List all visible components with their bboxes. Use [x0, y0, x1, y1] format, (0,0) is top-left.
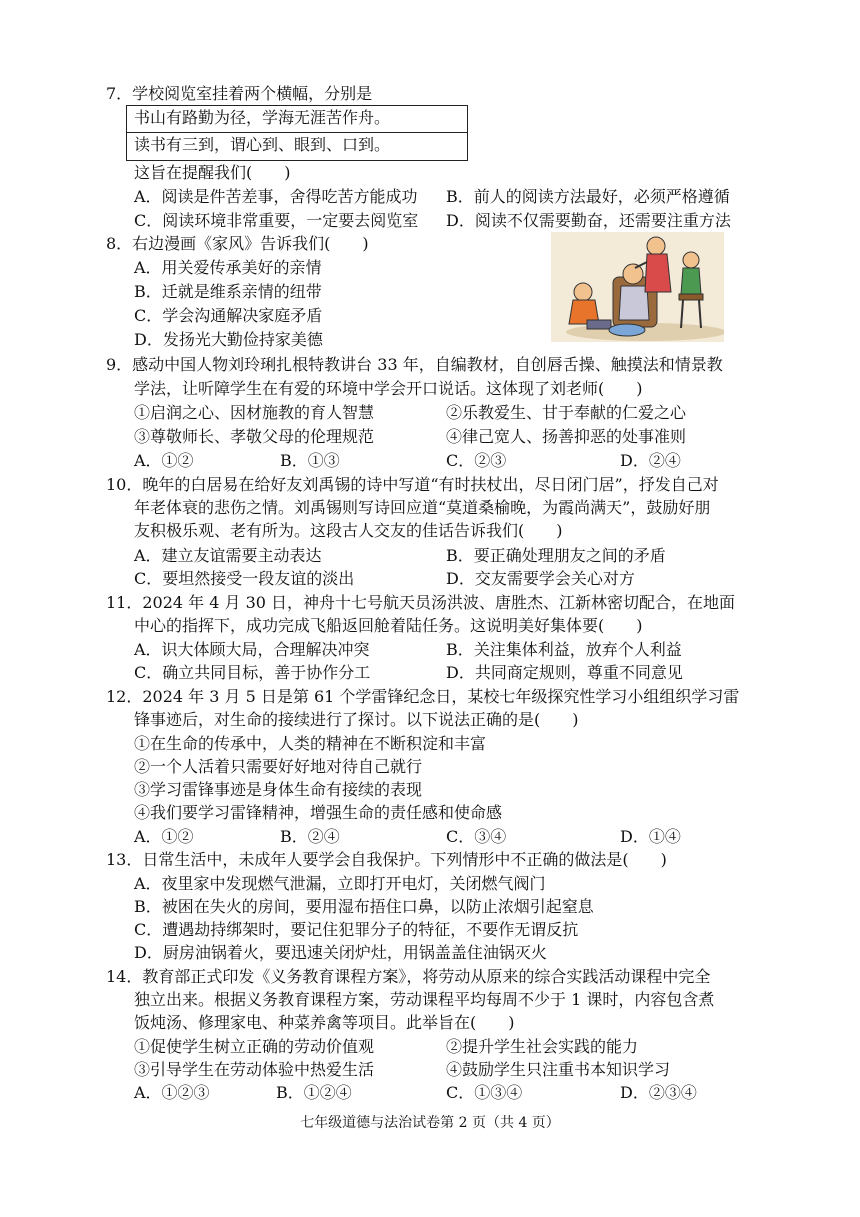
q14-option-c: C．①③④	[446, 1083, 523, 1102]
q8-option-b: B．迁就是维系亲情的纽带	[134, 282, 322, 301]
q14-option-d: D．②③④	[620, 1083, 697, 1102]
q9-option-b: B．①③	[280, 451, 340, 470]
q12-statement-2: ②一个人活着只需要好好地对待自己就行	[134, 757, 423, 776]
q14-line-3: 饭炖汤、修理家电、种菜养禽等项目。此举旨在( )	[134, 1013, 515, 1032]
q13-option-a: A．夜里家中发现燃气泄漏，立即打开电灯，关闭燃气阀门	[134, 874, 546, 893]
q10-option-c: C．要坦然接受一段友谊的淡出	[134, 569, 355, 588]
q11-option-a: A．识大体顾大局，合理解决冲突	[134, 640, 370, 659]
q8-option-d: D．发扬光大勤俭持家美德	[134, 330, 323, 349]
q9-line-1: 9．感动中国人物刘玲琍扎根特教讲台 33 年，自编教材，自创唇舌操、触摸法和情景教	[106, 355, 723, 374]
q12-statement-4: ④我们要学习雷锋精神，增强生命的责任感和使命感	[134, 803, 503, 822]
q12-option-a: A．①②	[134, 827, 194, 846]
q14-statement-4: ④鼓励学生只注重书本知识学习	[446, 1060, 671, 1079]
q8-option-a: A．用关爱传承美好的亲情	[134, 258, 322, 277]
q10-option-d: D．交友需要学会关心对方	[446, 569, 635, 588]
q9-statement-2: ②乐教爱生、甘于奉献的仁爱之心	[446, 403, 687, 422]
q13-option-b: B．被困在失火的房间，要用湿布捂住口鼻，以防止浓烟引起窒息	[134, 897, 594, 916]
q8-stem: 8．右边漫画《家风》告诉我们( )	[106, 234, 369, 253]
q10-option-b: B．要正确处理朋友之间的矛盾	[446, 546, 666, 565]
q11-option-d: D．共同商定规则，尊重不同意见	[446, 663, 683, 682]
family-cartoon-image	[551, 232, 724, 342]
q7-option-c: C．阅读环境非常重要，一定要去阅览室	[134, 211, 419, 230]
q10-line-1: 10．晚年的白居易在给好友刘禹锡的诗中写道“有时扶杖出，尽日闭门居”，抒发自己对	[106, 475, 719, 494]
q13-option-d: D．厨房油锅着火，要迅速关闭炉灶，用锅盖盖住油锅灭火	[134, 943, 547, 962]
q7-option-a: A．阅读是件苦差事，舍得吃苦方能成功	[134, 187, 418, 206]
q12-line-1: 12．2024 年 3 月 5 日是第 61 个学雷锋纪念日，某校七年级探究性学习小组组织学习雷	[106, 687, 740, 706]
q12-statement-3: ③学习雷锋事迹是身体生命有接续的表现	[134, 780, 423, 799]
q10-line-2: 年老体衰的悲伤之情。刘禹锡则写诗回应道“莫道桑榆晚，为霞尚满天”，鼓励好朋	[134, 498, 711, 517]
q13-option-c: C．遭遇劫持绑架时，要记住犯罪分子的特征，不要作无谓反抗	[134, 920, 579, 939]
q14-option-a: A．①②③	[134, 1083, 210, 1102]
q9-option-a: A．①②	[134, 451, 194, 470]
q14-statement-1: ①促使学生树立正确的劳动价值观	[134, 1037, 375, 1056]
q10-option-a: A．建立友谊需要主动表达	[134, 546, 322, 565]
q7-option-d: D．阅读不仅需要勤奋，还需要注重方法	[446, 211, 731, 230]
q12-option-c: C．③④	[446, 827, 507, 846]
q14-line-1: 14．教育部正式印发《义务教育课程方案》，将劳动从原来的综合实践活动课程中完全	[106, 967, 711, 986]
q13-line-1: 13．日常生活中，未成年人要学会自我保护。下列情形中不正确的做法是( )	[106, 850, 667, 869]
q9-option-c: C．②③	[446, 451, 507, 470]
q9-line-2: 学法，让听障学生在有爱的环境中学会开口说话。这体现了刘老师( )	[134, 379, 643, 398]
q12-statement-1: ①在生命的传承中，人类的精神在不断积淀和丰富	[134, 734, 487, 753]
q14-statement-2: ②提升学生社会实践的能力	[446, 1037, 639, 1056]
page-footer: 七年级道德与法治试卷第 2 页（共 4 页）	[300, 1115, 560, 1131]
q7-stem: 7．学校阅览室挂着两个横幅，分别是	[106, 84, 373, 103]
q12-option-d: D．①④	[620, 827, 681, 846]
q14-option-b: B．①②④	[276, 1083, 352, 1102]
q9-statement-3: ③尊敬师长、孝敬父母的伦理规范	[134, 427, 375, 446]
q8-option-c: C．学会沟通解决家庭矛盾	[134, 306, 323, 325]
q7-option-b: B．前人的阅读方法最好，必须严格遵循	[446, 187, 730, 206]
q11-option-b: B．关注集体利益，放弃个人利益	[446, 640, 682, 659]
q9-statement-4: ④律己宽人、扬善抑恶的处事准则	[446, 427, 687, 446]
q7-banner-divider	[127, 132, 468, 133]
q12-option-b: B．②④	[280, 827, 340, 846]
q9-statement-1: ①启润之心、因材施教的育人智慧	[134, 403, 375, 422]
q10-line-3: 友积极乐观、老有所为。这段古人交友的佳话告诉我们( )	[134, 521, 563, 540]
q11-option-c: C．确立共同目标，善于协作分工	[134, 663, 371, 682]
q12-line-2: 锋事迹后，对生命的接续进行了探讨。以下说法正确的是( )	[134, 710, 579, 729]
q7-stem2: 这旨在提醒我们( )	[134, 163, 291, 182]
q14-statement-3: ③引导学生在劳动体验中热爱生活	[134, 1060, 375, 1079]
q14-line-2: 独立出来。根据义务教育课程方案，劳动课程平均每周不少于 1 课时，内容包含煮	[134, 990, 715, 1009]
q7-banner-2: 读书有三到，谓心到、眼到、口到。	[134, 135, 391, 154]
q11-line-2: 中心的指挥下，成功完成飞船返回舱着陆任务。这说明美好集体要( )	[134, 616, 643, 635]
q9-option-d: D．②④	[620, 451, 681, 470]
q7-banner-1: 书山有路勤为径，学海无涯苦作舟。	[134, 108, 391, 127]
q11-line-1: 11．2024 年 4 月 30 日，神舟十七号航天员汤洪波、唐胜杰、江新林密切配合，在地面	[106, 593, 736, 612]
